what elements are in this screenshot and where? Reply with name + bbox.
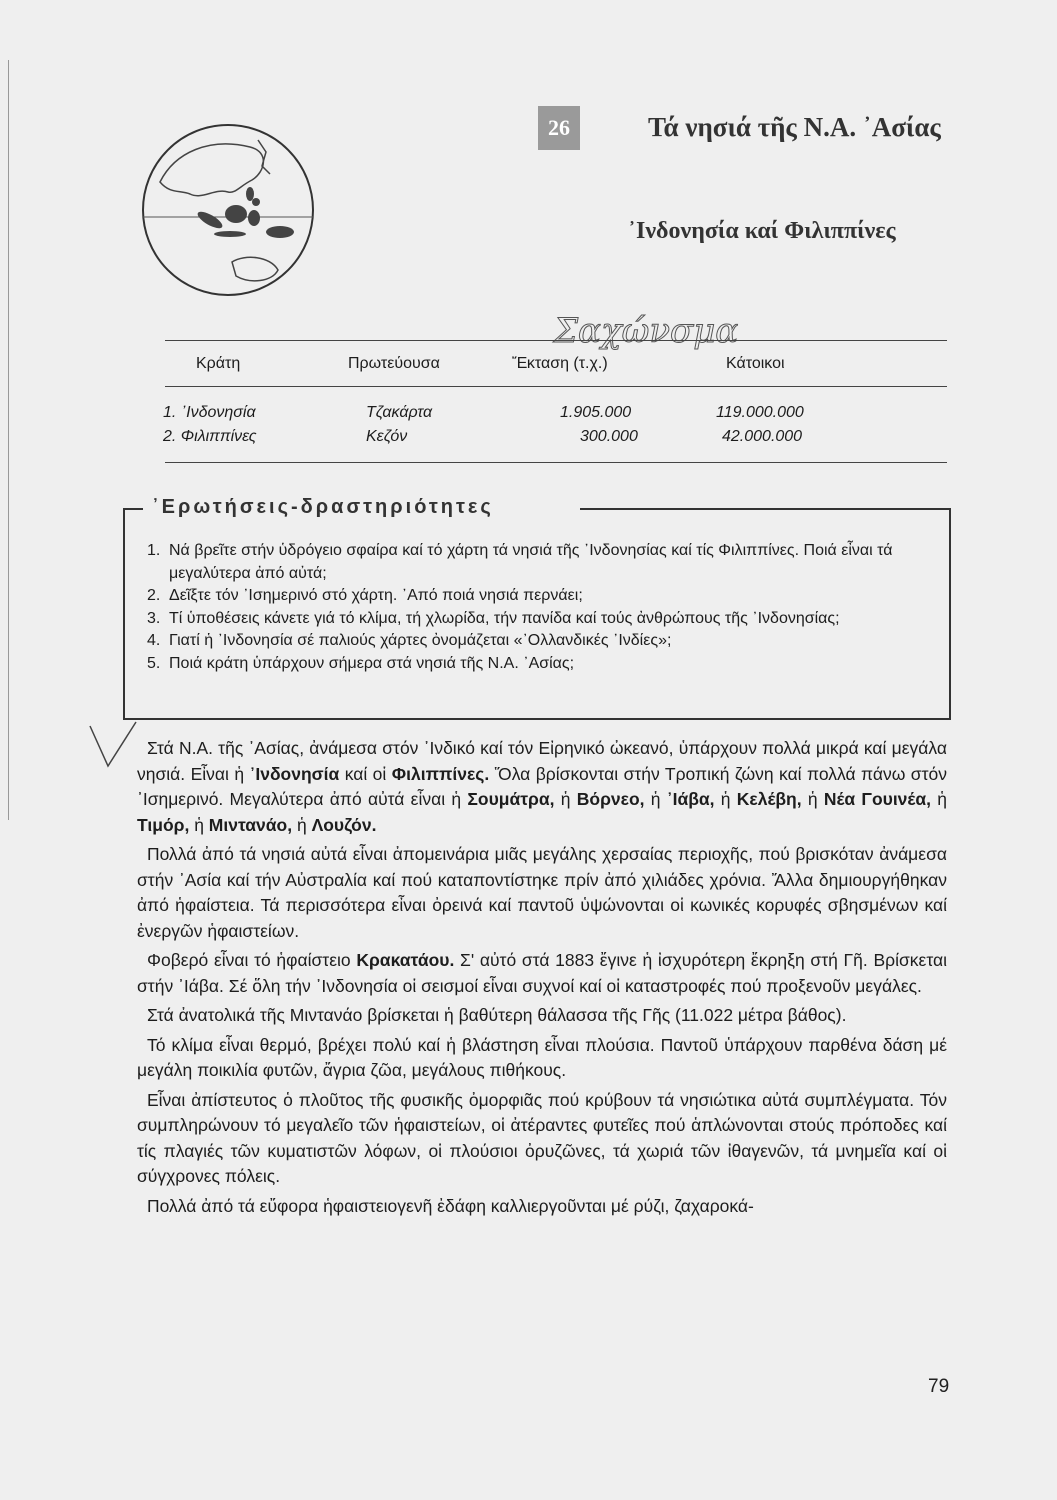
paragraph-6: Εἶναι ἀπίστευτος ὁ πλοῦτος τῆς φυσικῆς ὀμορφιᾶς πού κρύβουν τά νησιώτικα αὐτά συμπλέγματα. Τόν συμπληρώνουν τό μεγαλεῖο τῶν ἡφαιστείων, οἱ ἀτέραντες φυτεῖες πού ἁπλώνονται στούς πρόποδες καί τίς πλαγιές τῶν κυματιστῶν λόφων, οἱ πλούσιοι ὀρυζῶνες, τά χωριά τῶν ἰθαγενῶν, τά μνημεῖα καί οἱ σύγχρονες πόλεις. (137, 1089, 947, 1186)
table-header-states: Κράτη (196, 355, 241, 372)
table-header-capital: Πρωτεύουσα (348, 355, 440, 372)
question-item (147, 585, 937, 608)
table-row-1-population: 119.000.000 (716, 404, 804, 421)
paragraph-2: Πολλά ἀπό τά νησιά αὐτά εἶναι ἀπομεινάρια μιᾶς μεγάλης χερσαίας περιοχῆς, πού βρισκόταν ἀνάμεσα στήν ᾿Ασία καί τήν Αὐστραλία καί πού καταποντίστηκε πρίν ἀπό χιλιάδες χρόνια. Ἄλλα δημιουργήθηκαν ἀπό ἡφαίστεια. Τά περισσότερα εἶναι ὀρεινά καί παντοῦ ὑψώνονται οἱ κωνικές κορυφές σβησμένων καί ἐνεργῶν ἡφαιστείων. (137, 844, 947, 941)
chapter-number: 26 (538, 106, 580, 150)
page-number: 79 (928, 1376, 950, 1397)
globe-map-illustration (140, 122, 316, 298)
question-number: 5. (147, 654, 161, 672)
table-row-2-state: 2. Φιλιππίνες (163, 428, 257, 445)
table-row-2-population: 42.000.000 (722, 428, 803, 445)
handwriting-text: Σαχώνσμα (554, 311, 739, 351)
subtitle: ᾿Ινδονησία καί Φιλιππίνες (628, 218, 896, 244)
questions-list (147, 540, 937, 675)
question-item (147, 630, 937, 653)
paragraph-5: Τό κλίμα εἶναι θερμό, βρέχει πολύ καί ἡ βλάστηση εἶναι πλούσια. Παντοῦ ὑπάρχουν παρθένα δάση μέ μεγάλη ποικιλία φυτῶν, ἄγρια ζῶα, μεγάλους πιθήκους. (137, 1034, 947, 1080)
table-header-population: Κάτοικοι (726, 355, 785, 372)
question-text: Νά βρεῖτε στήν ὑδρόγειο σφαίρα καί τό χάρτη τά νησιά τῆς ᾿Ινδονησίας καί τίς Φιλιππίνες. Ποιά εἶναι τά μεγαλύτερα ἀπό αὐτά; (169, 542, 893, 582)
paragraph-1: Στά Ν.Α. τῆς ᾿Ασίας, ἀνάμεσα στόν ᾿Ινδικό καί τόν Εἰρηνικό ὠκεανό, ὑπάρχουν πολλά μικρά καί μεγάλα νησιά. Εἶναι ἡ ᾿Ινδονησία καί οἱ Φιλιππίνες. Ὅλα βρίσκονται στήν Τροπική ζώνη καί πολλά πάνω στόν ᾿Ισημερινό. Μεγαλύτερα ἀπό αὐτά εἶναι ἡ Σουμάτρα, ἡ Βόρνεο, ἡ ᾿Ιάβα, ἡ Κελέβη, ἡ Νέα Γουινέα, ἡ Τιμόρ, ἡ Μιντανάο, ἡ Λουζόν. (137, 738, 948, 835)
table-row-1-state: 1. ᾿Ινδονησία (163, 404, 256, 421)
body-text (137, 736, 947, 1223)
question-number: 4. (147, 632, 161, 649)
page-edge (0, 60, 9, 820)
table-row-1-area: 1.905.000 (560, 404, 632, 421)
question-text: Δεῖξτε τόν ᾿Ισημερινό στό χάρτη. ᾿Από ποιά νησιά περνάει; (169, 587, 583, 604)
question-text: Γιατί ἡ ᾿Ινδονησία σέ παλιούς χάρτες ὀνομάζεται «᾿Ολλανδικές ᾿Ινδίες»; (169, 632, 672, 649)
table-header-rule (165, 386, 947, 387)
question-number: 2. (147, 587, 161, 604)
handwritten-annotation (548, 300, 788, 362)
question-item (147, 608, 937, 631)
chapter-title: Τά νησιά τῆς Ν.Α. ᾿Ασίας (648, 112, 941, 142)
question-item (147, 540, 937, 585)
question-item (147, 653, 937, 676)
questions-box-top-left (123, 508, 143, 510)
paragraph-4: Στά ἀνατολικά τῆς Μιντανάο βρίσκεται ἡ βαθύτερη θάλασσα τῆς Γῆς (11.022 μέτρα βάθος). (147, 1005, 847, 1025)
table-row-2-area: 300.000 (580, 428, 638, 445)
questions-box-top-right (580, 508, 949, 510)
question-text: Ποιά κράτη ὑπάρχουν σήμερα στά νησιά τῆς Ν.Α. ᾿Ασίας; (169, 654, 575, 672)
table-header-area: Ἔκταση (τ.χ.) (512, 355, 608, 372)
question-number: 1. (147, 542, 161, 559)
margin-check-mark (84, 720, 144, 780)
paragraph-3: Φοβερό εἶναι τό ἡφαίστειο Κρακατάου. Σ' αὐτό στά 1883 ἔγινε ἡ ἰσχυρότερη ἔκρηξη στή Γῆ. Βρίσκεται στήν ᾿Ιάβα. Σέ ὅλη τήν ᾿Ινδονησία οἱ σεισμοί εἶναι συχνοί καί οἱ καταστροφές πού προξενοῦν μεγάλες. (137, 950, 947, 996)
table-bottom-rule (165, 462, 947, 463)
questions-title: ᾿Ερωτήσεις-δραστηριότητες (148, 496, 498, 519)
paragraph-7: Πολλά ἀπό τά εὔφορα ἡφαιστειογενῆ ἐδάφη καλλιεργοῦνται μέ ρύζι, ζαχαροκά- (147, 1195, 754, 1216)
question-number: 3. (147, 609, 161, 627)
table-row-2-capital: Κεζόν (366, 428, 408, 445)
table-top-rule (165, 340, 947, 341)
table-row-1-capital: Τζακάρτα (366, 404, 433, 421)
question-text: Τί ὑποθέσεις κάνετε γιά τό κλίμα, τή χλωρίδα, τήν πανίδα καί τούς ἀνθρώπους τῆς ᾿Ινδονησίας; (169, 609, 840, 627)
